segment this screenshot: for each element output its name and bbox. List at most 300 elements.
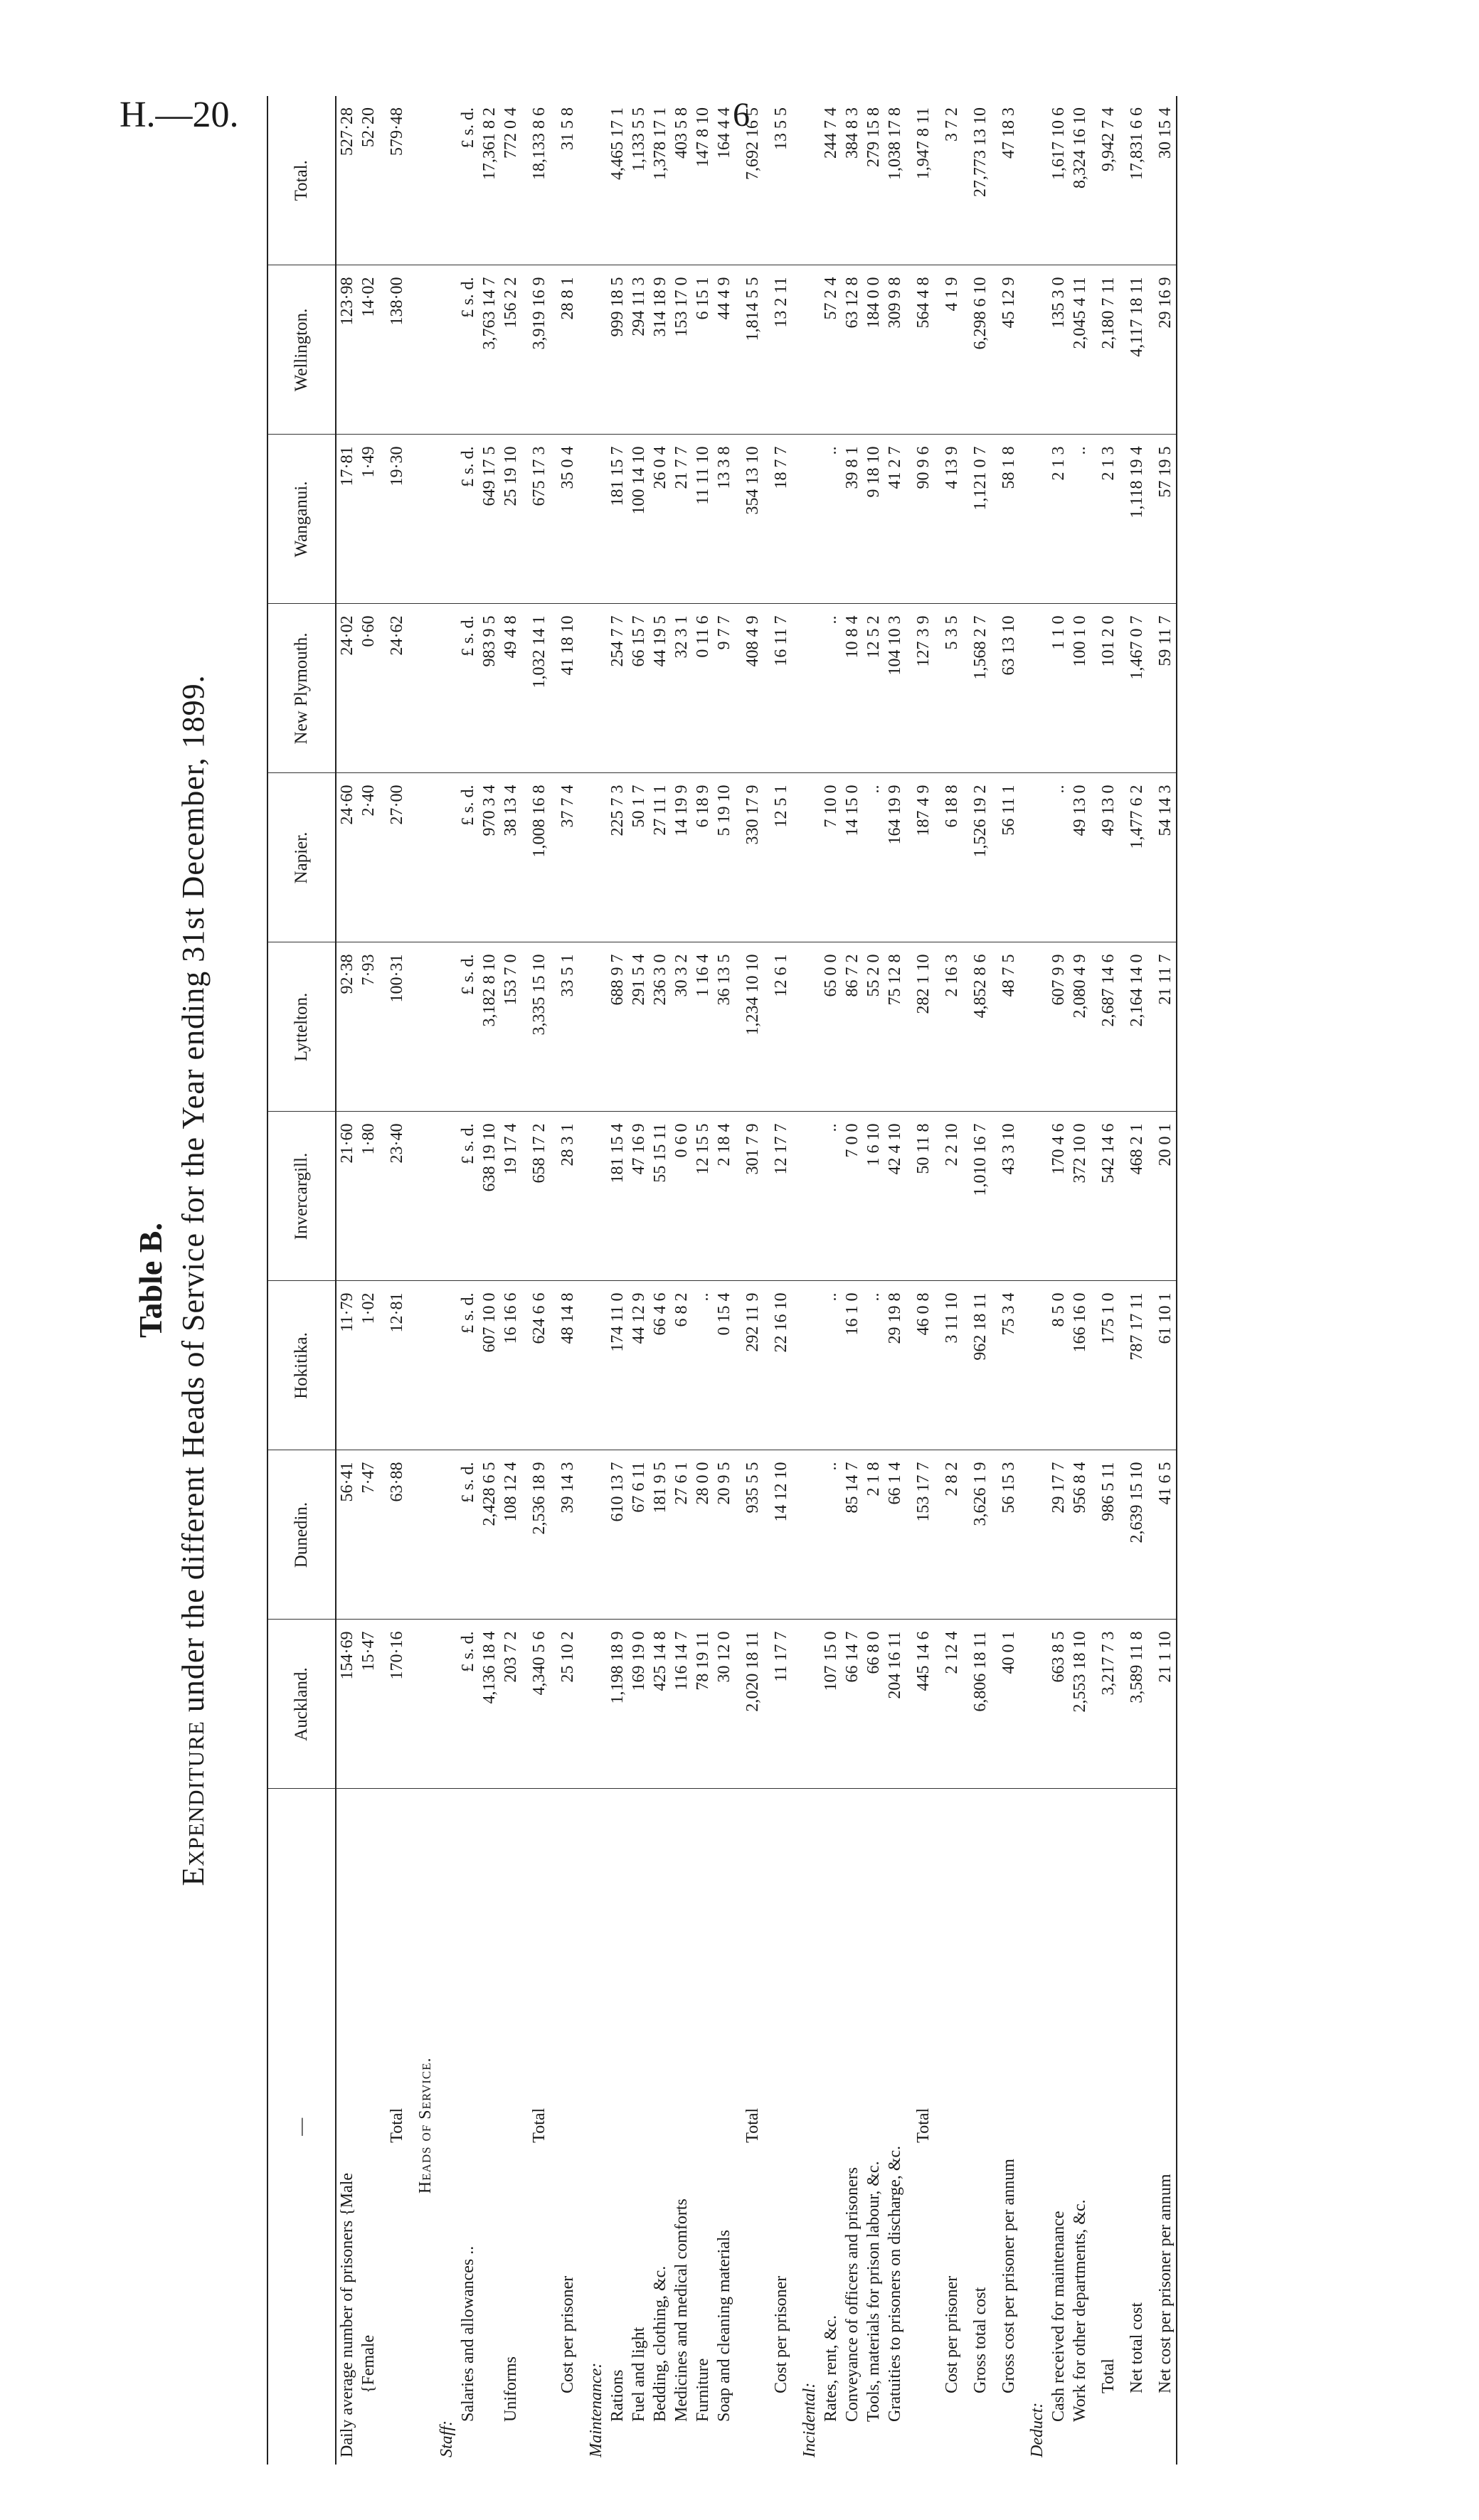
value-cell <box>742 773 763 942</box>
row-heads-of-service-label <box>415 1789 436 2465</box>
section-heading-label: Maintenance: <box>587 2362 605 2457</box>
value-text: 12 15 5 <box>694 1123 712 1175</box>
value-cell <box>970 773 991 942</box>
unit-header: £ s. d. <box>459 954 477 995</box>
value-text: 1,038 17 8 <box>886 107 904 180</box>
value-text: 6,298 6 10 <box>971 277 990 350</box>
summary-label: Cost per prisoner <box>558 2275 577 2393</box>
value-cell <box>415 773 436 942</box>
value-cell <box>1048 1112 1069 1281</box>
value-cell <box>1155 773 1177 942</box>
value-text: 21 1 10 <box>1156 1631 1175 1683</box>
value-text: .. <box>694 1292 712 1302</box>
value-cell <box>500 1281 521 1450</box>
value-text: 14 12 10 <box>772 1462 790 1522</box>
unit-header: £ s. d. <box>459 615 477 656</box>
value-cell <box>1098 773 1119 942</box>
value-text: 787 17 11 <box>1128 1292 1146 1361</box>
value-cell <box>436 604 457 773</box>
value-text: 153 17 0 <box>672 277 691 337</box>
value-cell <box>998 1450 1019 1620</box>
value-text: 29 16 9 <box>1156 277 1175 329</box>
value-text: 181 9 5 <box>651 1462 669 1514</box>
value-cell <box>358 773 379 942</box>
value-cell <box>913 604 934 773</box>
value-text: 27·00 <box>388 785 406 825</box>
value-cell <box>671 265 692 435</box>
value-cell <box>941 1112 963 1281</box>
value-text: 21 7 7 <box>672 446 691 489</box>
value-cell <box>628 265 650 435</box>
value-text: .. <box>864 785 883 794</box>
value-text: 18 7 7 <box>772 446 790 489</box>
value-text: 4,465 17 1 <box>608 107 627 180</box>
value-cell <box>913 1620 934 1789</box>
value-cell <box>415 1281 436 1450</box>
value-cell <box>1098 1450 1119 1620</box>
value-cell <box>607 942 628 1112</box>
value-cell <box>970 942 991 1112</box>
value-cell <box>671 604 692 773</box>
value-text: 127 3 9 <box>914 615 933 667</box>
value-cell <box>884 96 906 265</box>
value-cell <box>884 773 906 942</box>
value-cell <box>607 435 628 604</box>
value-cell <box>1027 435 1048 604</box>
value-text: 8 5 0 <box>1049 1292 1068 1327</box>
value-cell <box>1048 773 1069 942</box>
value-cell <box>358 604 379 773</box>
value-text: 56·41 <box>338 1462 356 1502</box>
value-text: 116 14 7 <box>672 1631 691 1691</box>
value-text: 153 17 7 <box>914 1462 933 1522</box>
value-cell <box>842 435 863 604</box>
value-cell <box>585 1450 607 1620</box>
value-text: 2 1 3 <box>1049 446 1068 481</box>
row-gross-cost-per-prisoner <box>998 96 1019 2465</box>
value-cell <box>742 265 763 435</box>
value-text: 16 1 0 <box>843 1292 862 1336</box>
value-text: 75 3 4 <box>1000 1292 1018 1336</box>
value-text: 27 6 1 <box>672 1462 691 1505</box>
value-cell <box>457 604 500 773</box>
value-text: 1·80 <box>359 1123 378 1155</box>
value-text: 9 7 7 <box>715 615 733 650</box>
value-text: 86 7 2 <box>843 954 862 997</box>
value-cell <box>1126 1620 1147 1789</box>
section-heading-label: Incidental: <box>800 2382 819 2457</box>
value-cell <box>1048 604 1069 773</box>
value-cell <box>913 265 934 435</box>
value-cell <box>386 773 408 942</box>
value-text: 85 14 7 <box>843 1462 862 1514</box>
value-cell <box>529 96 550 265</box>
value-text: 50 1 7 <box>630 785 648 828</box>
value-cell <box>799 604 820 773</box>
value-cell <box>500 773 521 942</box>
value-text: 638 19 10 <box>480 1123 499 1192</box>
value-text: 1,947 8 11 <box>914 107 933 180</box>
value-cell <box>650 265 671 435</box>
value-cell <box>692 1450 714 1620</box>
value-text: 5 3 5 <box>943 615 961 650</box>
value-cell <box>557 942 578 1112</box>
value-text: 175 1 0 <box>1099 1292 1118 1344</box>
value-cell <box>770 604 792 773</box>
value-cell <box>998 773 1019 942</box>
row-female <box>358 96 379 2465</box>
row-rations-label <box>607 1789 628 2465</box>
unit-header: £ s. d. <box>459 1123 477 1164</box>
value-cell <box>585 265 607 435</box>
unit-header: £ s. d. <box>459 1631 477 1672</box>
value-cell <box>842 1620 863 1789</box>
value-text: 1,477 6 2 <box>1128 785 1146 849</box>
subtitle-rest: under the different Heads of Service for the Year ending 31st December, 1899. <box>176 674 211 1713</box>
value-cell <box>436 96 457 265</box>
value-text: 66 14 7 <box>843 1631 862 1683</box>
value-cell <box>500 942 521 1112</box>
item-label: Rations <box>608 2369 627 2422</box>
value-cell <box>671 1112 692 1281</box>
row-deduct-total <box>1098 96 1119 2465</box>
value-cell <box>714 1620 735 1789</box>
col-header-invercargill: Invercargill. <box>267 1112 336 1281</box>
value-text: 55 15 11 <box>651 1123 669 1183</box>
value-text: 1,234 10 10 <box>743 954 762 1036</box>
value-text: 3,626 1 9 <box>971 1462 990 1526</box>
value-text: 294 11 3 <box>630 277 648 336</box>
row-cash-received-label <box>1048 1789 1069 2465</box>
value-cell <box>671 1450 692 1620</box>
row-furniture <box>692 96 714 2465</box>
value-cell <box>970 1450 991 1620</box>
value-text: 49 13 0 <box>1099 785 1118 836</box>
value-cell <box>436 1450 457 1620</box>
value-text: 1,378 17 1 <box>651 107 669 180</box>
row-maintenance-total-label <box>742 1789 763 2465</box>
value-text: 6 8 2 <box>672 1292 691 1327</box>
value-cell <box>1069 1450 1091 1620</box>
value-cell <box>1155 1620 1177 1789</box>
value-text: 0·60 <box>359 615 378 647</box>
value-cell <box>863 435 884 604</box>
value-cell <box>1126 1281 1147 1450</box>
value-cell <box>820 96 842 265</box>
value-cell <box>1069 435 1091 604</box>
value-cell <box>557 1620 578 1789</box>
col-header-wanganui: Wanganui. <box>267 435 336 604</box>
row-net-total-cost-label <box>1126 1789 1147 2465</box>
value-text: 4 13 9 <box>943 446 961 489</box>
value-cell <box>770 1112 792 1281</box>
value-text: 39 14 3 <box>558 1462 577 1514</box>
subtitle-expenditure: Expenditure <box>176 1721 211 1886</box>
value-cell <box>628 1112 650 1281</box>
value-cell <box>1098 942 1119 1112</box>
value-cell <box>386 1450 408 1620</box>
value-cell <box>358 942 379 1112</box>
value-cell <box>671 773 692 942</box>
col-header-new-plymouth: New Plymouth. <box>267 604 336 773</box>
value-text: 100·31 <box>388 954 406 1003</box>
value-cell <box>799 96 820 265</box>
table-subtitle <box>175 96 211 2465</box>
value-text: 33 5 1 <box>558 954 577 997</box>
row-heads-of-service <box>415 96 436 2465</box>
summary-label: Gross cost per prisoner per annum <box>1000 2159 1018 2393</box>
value-cell <box>628 435 650 604</box>
value-text: .. <box>1071 446 1089 455</box>
value-cell <box>714 942 735 1112</box>
value-text: 2 1 8 <box>864 1462 883 1496</box>
value-text: 1,032 14 1 <box>530 615 548 689</box>
value-cell <box>1069 942 1091 1112</box>
value-cell <box>742 1450 763 1620</box>
value-cell <box>884 265 906 435</box>
value-text: 0 6 0 <box>672 1123 691 1158</box>
value-text: 16 11 7 <box>772 615 790 666</box>
value-cell <box>1098 1281 1119 1450</box>
value-text: 44 19 5 <box>651 615 669 667</box>
value-cell <box>1027 1112 1048 1281</box>
value-text: 156 2 2 <box>502 277 520 329</box>
value-text: .. <box>822 1123 840 1132</box>
value-text: .. <box>822 615 840 624</box>
row-rates <box>820 96 842 2465</box>
row-medicines-label <box>671 1789 692 2465</box>
value-text: 4,340 5 6 <box>530 1631 548 1696</box>
value-cell <box>585 604 607 773</box>
value-text: 2,080 4 9 <box>1071 954 1089 1019</box>
value-cell <box>1098 265 1119 435</box>
value-cell <box>457 435 500 604</box>
value-cell <box>650 1450 671 1620</box>
value-text: 17,361 8 2 <box>480 107 499 180</box>
value-text: 11 17 7 <box>772 1631 790 1682</box>
value-cell <box>770 1281 792 1450</box>
value-cell <box>970 96 991 265</box>
value-text: 1 16 4 <box>694 954 712 997</box>
value-cell <box>500 1620 521 1789</box>
value-cell <box>557 435 578 604</box>
row-incidental-total <box>913 96 934 2465</box>
value-cell <box>842 96 863 265</box>
expenditure-table <box>267 96 1177 2465</box>
value-text: 37 7 4 <box>558 785 577 828</box>
row-gross-total-cost-label <box>970 1789 991 2465</box>
value-cell <box>770 773 792 942</box>
row-bedding <box>650 96 671 2465</box>
value-cell <box>863 942 884 1112</box>
item-label: Tools, materials for prison labour, &c. <box>864 2161 883 2422</box>
value-text: 44 4 9 <box>715 277 733 320</box>
value-text: 78 19 11 <box>694 1631 712 1691</box>
value-text: 7·93 <box>359 954 378 986</box>
value-text: 56 15 3 <box>1000 1462 1018 1514</box>
section-heading-label: Staff: <box>438 2420 456 2457</box>
value-cell <box>628 1620 650 1789</box>
value-text: 12 17 7 <box>772 1123 790 1175</box>
value-cell <box>1069 1112 1091 1281</box>
row-net-cost-per-prisoner-label <box>1155 1789 1177 2465</box>
value-text: 28 0 0 <box>694 1462 712 1505</box>
value-cell <box>1126 942 1147 1112</box>
value-cell <box>436 1620 457 1789</box>
value-text: 935 5 5 <box>743 1462 762 1514</box>
value-cell <box>820 604 842 773</box>
value-text: 658 17 2 <box>530 1123 548 1184</box>
value-cell <box>457 1620 500 1789</box>
value-text: 170 4 6 <box>1049 1123 1068 1175</box>
value-cell <box>970 1620 991 1789</box>
unit-header: £ s. d. <box>459 446 477 487</box>
value-cell <box>842 942 863 1112</box>
value-cell <box>336 435 358 604</box>
value-cell <box>820 265 842 435</box>
value-text: 28 3 1 <box>558 1123 577 1166</box>
value-text: 291 5 4 <box>630 954 648 1006</box>
value-text: 41 2 7 <box>886 446 904 489</box>
value-cell <box>863 773 884 942</box>
row-maintenance-heading-label <box>585 1789 607 2465</box>
value-cell <box>415 1450 436 1620</box>
value-cell <box>607 1450 628 1620</box>
value-cell <box>884 942 906 1112</box>
summary-label: Net total cost <box>1128 2302 1146 2393</box>
value-text: 2,553 18 10 <box>1071 1631 1089 1713</box>
value-text: 49 4 8 <box>502 615 520 659</box>
item-label: Medicines and medical comforts <box>672 2199 691 2422</box>
value-text: 225 7 3 <box>608 785 627 836</box>
value-cell <box>628 942 650 1112</box>
row-soap <box>714 96 735 2465</box>
row-incidental-cost-per-prisoner <box>941 96 963 2465</box>
value-text: 14 15 0 <box>843 785 862 836</box>
value-text: 1,118 19 4 <box>1128 446 1146 519</box>
row-prisoners-total-label <box>386 1789 408 2465</box>
value-cell <box>820 773 842 942</box>
value-cell <box>650 942 671 1112</box>
value-cell <box>529 1281 550 1450</box>
value-text: 154·69 <box>338 1631 356 1680</box>
value-text: 1,568 2 7 <box>971 615 990 680</box>
value-cell <box>436 435 457 604</box>
value-text: 19·30 <box>388 446 406 487</box>
value-text: 174 11 0 <box>608 1292 627 1352</box>
value-cell <box>884 1620 906 1789</box>
value-text: 425 14 8 <box>651 1631 669 1691</box>
value-text: 12 5 2 <box>864 615 883 659</box>
value-cell <box>714 604 735 773</box>
value-cell <box>884 1112 906 1281</box>
value-cell <box>386 1281 408 1450</box>
summary-label: Gross total cost <box>971 2287 990 2393</box>
col-header-lyttelton: Lyttelton. <box>267 942 336 1112</box>
value-text: 107 15 0 <box>822 1631 840 1691</box>
value-cell <box>529 1450 550 1620</box>
value-cell <box>770 942 792 1112</box>
value-cell <box>628 604 650 773</box>
value-cell <box>336 1620 358 1789</box>
value-cell <box>1126 96 1147 265</box>
value-cell <box>1069 773 1091 942</box>
value-cell <box>336 1112 358 1281</box>
col-header-total: Total. <box>267 96 336 265</box>
value-cell <box>1069 1620 1091 1789</box>
value-text: .. <box>864 1292 883 1302</box>
value-text: 63·88 <box>388 1462 406 1502</box>
value-text: 44 12 9 <box>630 1292 648 1344</box>
value-cell <box>941 1620 963 1789</box>
value-cell <box>884 1281 906 1450</box>
value-cell <box>970 1112 991 1281</box>
value-text: 2 18 4 <box>715 1123 733 1166</box>
row-maintenance-cost-per-prisoner-label <box>770 1789 792 2465</box>
value-cell <box>1027 96 1048 265</box>
value-text: 184 0 0 <box>864 277 883 329</box>
value-cell <box>820 1450 842 1620</box>
value-text: 47 16 9 <box>630 1123 648 1175</box>
value-cell <box>1155 1281 1177 1450</box>
value-text: 63 12 8 <box>843 277 862 329</box>
value-text: 181 15 4 <box>608 1123 627 1184</box>
value-cell <box>457 1112 500 1281</box>
value-text: 3,589 11 8 <box>1128 1631 1146 1703</box>
value-text: 20 9 5 <box>715 1462 733 1505</box>
value-text: 24·60 <box>338 785 356 825</box>
item-label: Bedding, clothing, &c. <box>651 2265 669 2422</box>
value-cell <box>585 435 607 604</box>
value-cell <box>386 1620 408 1789</box>
value-cell <box>500 604 521 773</box>
value-cell <box>1027 604 1048 773</box>
value-text: 26 0 4 <box>651 446 669 489</box>
value-text: 21·60 <box>338 1123 356 1164</box>
value-text: 41 18 10 <box>558 615 577 676</box>
value-cell <box>585 773 607 942</box>
value-text: 772 0 4 <box>502 107 520 159</box>
value-text: 2·40 <box>359 785 378 817</box>
value-cell <box>799 435 820 604</box>
value-text: 2 1 3 <box>1099 446 1118 481</box>
value-text: 166 16 0 <box>1071 1292 1089 1353</box>
value-cell <box>714 1450 735 1620</box>
value-text: 10 8 4 <box>843 615 862 659</box>
value-cell <box>770 435 792 604</box>
value-cell <box>692 265 714 435</box>
value-text: 135 3 0 <box>1049 277 1068 329</box>
value-cell <box>820 1112 842 1281</box>
value-text: 1·02 <box>359 1292 378 1324</box>
value-cell <box>692 942 714 1112</box>
item-label: Salaries and allowances .. <box>459 2245 477 2422</box>
value-text: 22 16 10 <box>772 1292 790 1353</box>
value-text: 66 8 0 <box>864 1631 883 1674</box>
total-label: Total <box>914 2107 933 2143</box>
value-cell <box>386 942 408 1112</box>
value-text: 66 15 7 <box>630 615 648 667</box>
value-text: 29 19 8 <box>886 1292 904 1344</box>
value-cell <box>1098 435 1119 604</box>
value-cell <box>358 1281 379 1450</box>
value-cell <box>998 942 1019 1112</box>
value-cell <box>941 1450 963 1620</box>
value-text: 244 7 4 <box>822 107 840 159</box>
row-gratuities <box>884 96 906 2465</box>
row-conveyance-label <box>842 1789 863 2465</box>
value-text: 607 9 9 <box>1049 954 1068 1006</box>
